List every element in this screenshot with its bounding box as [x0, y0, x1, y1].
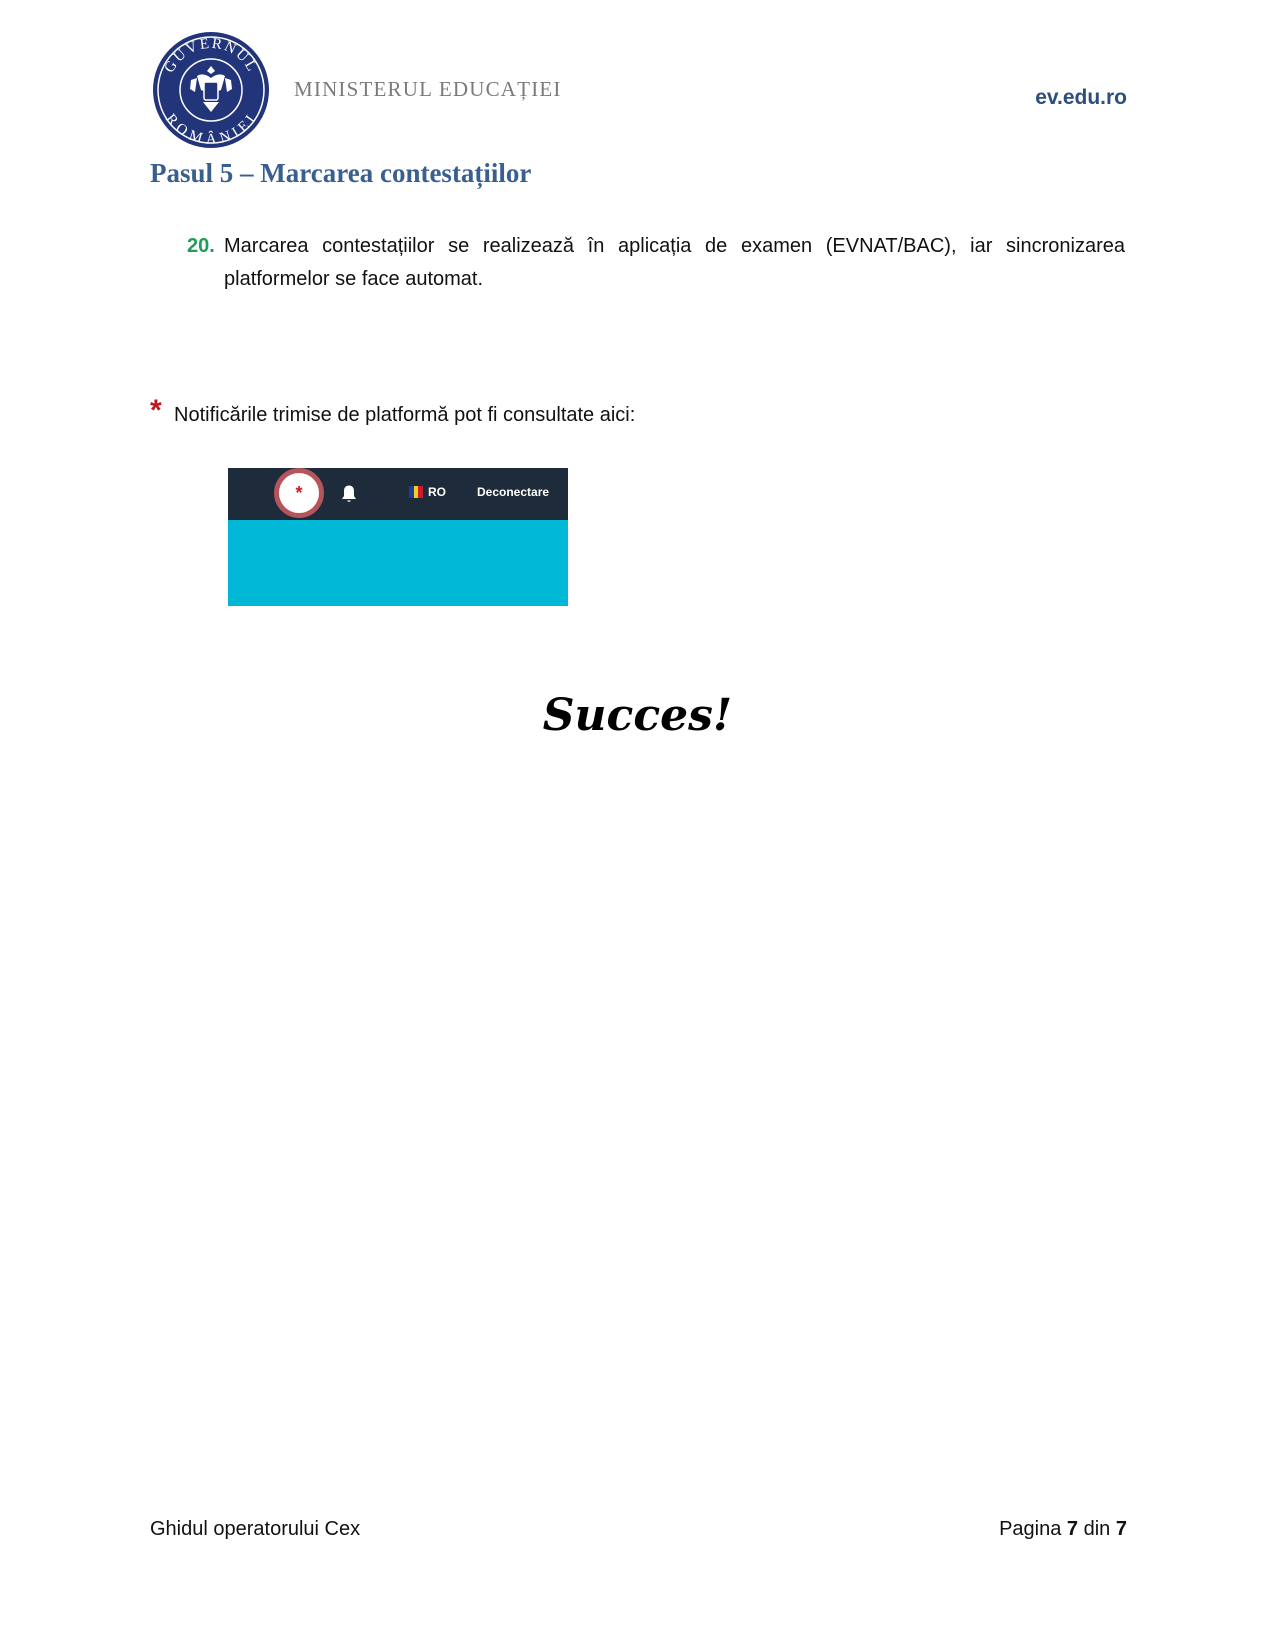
footer-page-number: [999, 1518, 1127, 1541]
footer-document-title: Ghidul operatorului Cex: [150, 1518, 361, 1540]
closing-message: Succes!: [542, 690, 733, 741]
highlight-circle: [274, 468, 324, 518]
list-item-number: 20.: [187, 235, 215, 257]
ministry-name: MINISTERUL EDUCAȚIEI: [294, 77, 562, 101]
asterisk-icon[interactable]: *: [295, 483, 303, 503]
language-selector[interactable]: RO: [428, 485, 446, 499]
section-title: Pasul 5 – Marcarea contestațiilor: [150, 158, 532, 188]
notification-screenshot: [228, 468, 568, 606]
page-current: 7: [1066, 1518, 1079, 1540]
page-word: Pagina: [999, 1518, 1062, 1540]
list-item: [187, 230, 1125, 296]
note-asterisk: *: [150, 394, 162, 427]
government-seal-logo: [151, 30, 271, 150]
logout-link[interactable]: Deconectare: [477, 485, 550, 499]
seal-bottom-text: ROMÂNIEI: [162, 111, 261, 148]
navbar: [228, 468, 568, 520]
page-separator: din: [1083, 1518, 1111, 1540]
seal-top-text: GUVERNUL: [161, 35, 261, 76]
note-text: Notificările trimise de platformă pot fi consultate aici:: [174, 404, 636, 426]
romania-flag-icon: [409, 486, 423, 498]
list-item-text: Marcarea contestațiilor se realizează în aplicația de examen (EVNAT/BAC), iar sincronizarea platformelor se face automat.: [224, 235, 1125, 290]
page-total: 7: [1115, 1518, 1127, 1540]
note: [150, 394, 636, 427]
site-url: ev.edu.ro: [1035, 86, 1127, 109]
bell-icon[interactable]: [340, 484, 358, 504]
